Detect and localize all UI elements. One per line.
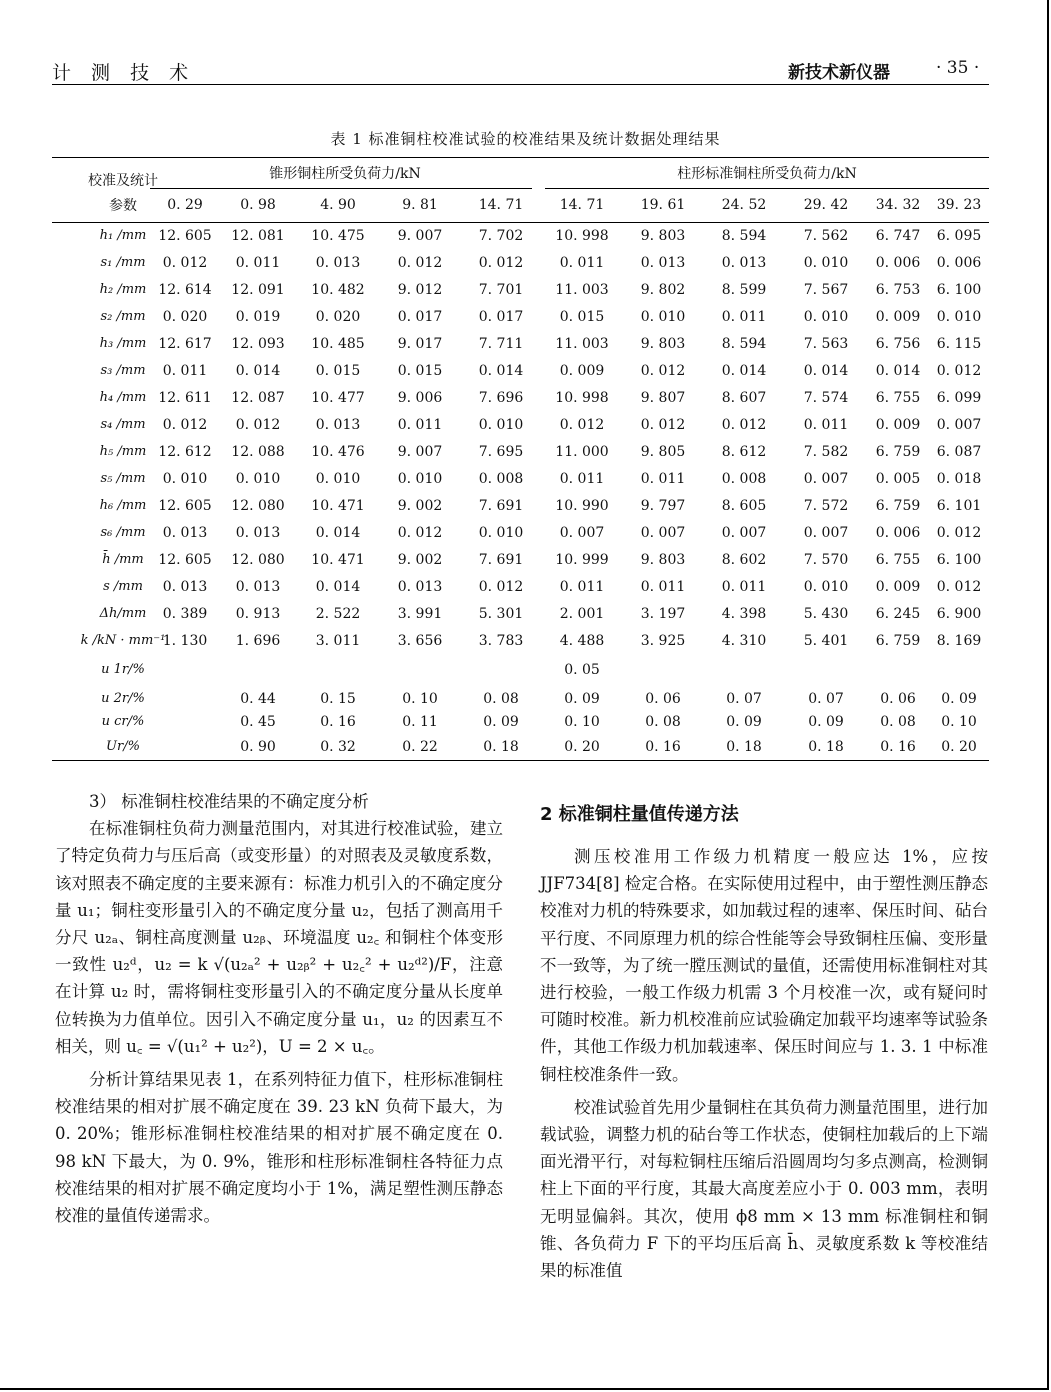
table-cell: 0. 010 <box>162 471 208 487</box>
table-cell: 0. 013 <box>235 525 281 541</box>
corner-label: 校准及统计 <box>88 173 158 189</box>
table-cell: 11. 003 <box>555 282 609 298</box>
table-cell: 0. 018 <box>936 471 982 487</box>
table-cell: 3. 783 <box>478 633 524 649</box>
table-cell: 0. 019 <box>235 309 281 325</box>
row-label: Δh/mm <box>99 606 147 621</box>
table-cell: 0. 09 <box>564 691 600 707</box>
column-header: 24. 52 <box>721 197 767 213</box>
table-cell: 0. 09 <box>726 714 762 730</box>
table-cell: 7. 695 <box>478 444 524 460</box>
table-cell: 0. 05 <box>564 662 600 678</box>
table-cell: 0. 011 <box>640 579 686 595</box>
table-cell: 0. 010 <box>235 471 281 487</box>
column-header: 19. 61 <box>640 197 686 213</box>
table-cell: 6. 245 <box>875 606 921 622</box>
table-cell: 0. 011 <box>559 579 605 595</box>
table-cell: 0. 20 <box>564 739 600 755</box>
table-cell: 0. 014 <box>235 363 281 379</box>
table-cell: 9. 805 <box>640 444 686 460</box>
table-cell: 6. 900 <box>936 606 982 622</box>
table-cell: 0. 18 <box>726 739 762 755</box>
table-cell: 0. 012 <box>478 579 524 595</box>
table-cell: 0. 32 <box>320 739 356 755</box>
group-header-cone: 锥形铜柱所受负荷力/kN <box>269 166 421 182</box>
table-cell: 0. 008 <box>478 471 524 487</box>
row-label: s₂ /mm <box>100 309 146 324</box>
column-header: 4. 90 <box>320 197 356 213</box>
table-cell: 0. 011 <box>803 417 849 433</box>
table-cell: 12. 612 <box>158 444 212 460</box>
table-cell: 0. 006 <box>875 255 921 271</box>
table-cell: 0. 013 <box>397 579 443 595</box>
table-cell: 6. 115 <box>936 336 982 352</box>
table-cell: 6. 759 <box>875 633 921 649</box>
table-cell: 11. 003 <box>555 336 609 352</box>
table-cell: 0. 007 <box>803 471 849 487</box>
table-cell: 6. 087 <box>936 444 982 460</box>
table-cell: 0. 08 <box>645 714 681 730</box>
table-bottom-rule <box>52 760 989 761</box>
table-cell: 10. 999 <box>555 552 609 568</box>
table-cell: 0. 013 <box>640 255 686 271</box>
table-cell: 9. 007 <box>397 444 443 460</box>
table-cell: 0. 16 <box>645 739 681 755</box>
table-cell: 0. 012 <box>235 417 281 433</box>
row-label: u cr/% <box>101 714 145 729</box>
table-cell: 7. 691 <box>478 498 524 514</box>
table-cell: 0. 07 <box>726 691 762 707</box>
paragraph: 校准试验首先用少量铜柱在其负荷力测量范围里，进行加载试验，调整力机的砧台等工作状态，使铜柱加载后的上下端面光滑平行，对每粒铜柱压缩后沿圆周均匀多点测高，检测铜柱上下面的平行度，其最大高度差应小于 0. 003 mm，表明无明显偏斜。其次，使用 ϕ8 mm × 13 mm 标准铜柱和铜锥、各负荷力 F 下的平均压后高 h̄、灵敏度系数 k 等校准结果的标准值 <box>540 1097 988 1281</box>
table-cell: 0. 012 <box>936 525 982 541</box>
row-label: h₄ /mm <box>99 390 147 405</box>
table-cell: 0. 22 <box>402 739 438 755</box>
row-label: s₆ /mm <box>100 525 146 540</box>
table-cell: 0. 06 <box>645 691 681 707</box>
table-cell: 7. 701 <box>478 282 524 298</box>
table-cell: 11. 000 <box>555 444 609 460</box>
table-cell: 2. 001 <box>559 606 605 622</box>
table-cell: 4. 398 <box>721 606 767 622</box>
table-cell: 0. 009 <box>875 579 921 595</box>
table-cell: 5. 301 <box>478 606 524 622</box>
table-cell: 0. 012 <box>559 417 605 433</box>
table-cell: 6. 755 <box>875 552 921 568</box>
table-cell: 3. 925 <box>640 633 686 649</box>
column-header: 14. 71 <box>478 197 524 213</box>
table-cell: 0. 015 <box>315 363 361 379</box>
column-header: 14. 71 <box>559 197 605 213</box>
table-cell: 0. 014 <box>315 579 361 595</box>
table-cell: 10. 990 <box>555 498 609 514</box>
table-cell: 0. 012 <box>721 417 767 433</box>
table-cell: 10. 998 <box>555 228 609 244</box>
table-cell: 0. 18 <box>808 739 844 755</box>
corner-label: 参数 <box>109 198 137 214</box>
table-cell: 0. 010 <box>478 525 524 541</box>
table-cell: 10. 998 <box>555 390 609 406</box>
table-cell: 7. 570 <box>803 552 849 568</box>
table-cell: 7. 711 <box>478 336 524 352</box>
table-cell: 0. 011 <box>235 255 281 271</box>
table-cell: 0. 010 <box>478 417 524 433</box>
table-cell: 3. 197 <box>640 606 686 622</box>
row-label: s /mm <box>103 579 143 594</box>
table-cell: 8. 594 <box>721 336 767 352</box>
table-cell: 10. 477 <box>311 390 365 406</box>
table-cell: 0. 012 <box>478 255 524 271</box>
table-cell: 5. 430 <box>803 606 849 622</box>
table-cell: 6. 101 <box>936 498 982 514</box>
table-cell: 0. 20 <box>941 739 977 755</box>
table-cell: 10. 475 <box>311 228 365 244</box>
table-cell: 10. 471 <box>311 552 365 568</box>
table-cell: 0. 10 <box>941 714 977 730</box>
journal-name: 计 测 技 术 <box>52 62 196 84</box>
row-label: h̄ /mm <box>102 552 144 567</box>
table-cell: 3. 011 <box>315 633 361 649</box>
row-label: Ur/% <box>106 739 140 754</box>
column-header: 29. 42 <box>803 197 849 213</box>
table-cell: 0. 010 <box>803 255 849 271</box>
table-cell: 0. 011 <box>640 471 686 487</box>
table-cell: 7. 691 <box>478 552 524 568</box>
table-cell: 8. 607 <box>721 390 767 406</box>
table-cell: 0. 90 <box>240 739 276 755</box>
right-column <box>540 843 988 1284</box>
table-cell: 8. 602 <box>721 552 767 568</box>
table-cell: 0. 09 <box>808 714 844 730</box>
section-name: 新技术新仪器 <box>788 63 890 83</box>
table-cell: 0. 012 <box>162 417 208 433</box>
table-cell: 12. 087 <box>231 390 285 406</box>
table-cell: 12. 093 <box>231 336 285 352</box>
table-cell: 0. 008 <box>721 471 767 487</box>
table-cell: 0. 45 <box>240 714 276 730</box>
table-cell: 0. 09 <box>941 691 977 707</box>
row-label: u 1r/% <box>101 662 145 677</box>
table-cell: 0. 007 <box>640 525 686 541</box>
column-header: 0. 29 <box>167 197 203 213</box>
table-cell: 9. 006 <box>397 390 443 406</box>
table-cell: 12. 080 <box>231 498 285 514</box>
row-label: u 2r/% <box>101 691 145 706</box>
header-rule <box>52 84 989 85</box>
table-cell: 0. 010 <box>936 309 982 325</box>
row-label: h₁ /mm <box>99 228 147 243</box>
table-cell: 6. 100 <box>936 552 982 568</box>
table-cell: 0. 16 <box>880 739 916 755</box>
table-cell: 0. 011 <box>721 579 767 595</box>
table-cell: 0. 44 <box>240 691 276 707</box>
table-cell: 0. 012 <box>936 579 982 595</box>
table-cell: 4. 310 <box>721 633 767 649</box>
table-cell: 0. 006 <box>936 255 982 271</box>
table-cell: 3. 991 <box>397 606 443 622</box>
table-cell: 0. 913 <box>235 606 281 622</box>
table-cell: 0. 010 <box>803 579 849 595</box>
table-cell: 12. 605 <box>158 552 212 568</box>
table-cell: 6. 095 <box>936 228 982 244</box>
table-cell: 0. 009 <box>559 363 605 379</box>
table-cell: 0. 012 <box>397 255 443 271</box>
table-cell: 7. 574 <box>803 390 849 406</box>
section-heading: 2 标准铜柱量值传递方法 <box>540 804 739 825</box>
row-label: h₃ /mm <box>99 336 147 351</box>
table-cell: 0. 011 <box>559 471 605 487</box>
table-cell: 12. 605 <box>158 498 212 514</box>
table-cell: 12. 611 <box>158 390 212 406</box>
header-bottom-rule <box>52 222 989 223</box>
table-cell: 4. 488 <box>559 633 605 649</box>
row-label: s₅ /mm <box>100 471 146 486</box>
row-label: h₅ /mm <box>99 444 147 459</box>
table-cell: 0. 011 <box>397 417 443 433</box>
group-rule-cylinder <box>545 188 989 189</box>
table-cell: 6. 100 <box>936 282 982 298</box>
table-cell: 0. 012 <box>397 525 443 541</box>
column-header: 39. 23 <box>936 197 982 213</box>
table-cell: 12. 614 <box>158 282 212 298</box>
table-cell: 9. 797 <box>640 498 686 514</box>
table-cell: 0. 014 <box>315 525 361 541</box>
table-cell: 2. 522 <box>315 606 361 622</box>
table-cell: 0. 017 <box>397 309 443 325</box>
table-cell: 0. 010 <box>640 309 686 325</box>
table-cell: 0. 013 <box>721 255 767 271</box>
table-cell: 9. 803 <box>640 336 686 352</box>
group-header-cylinder: 柱形标准铜柱所受负荷力/kN <box>677 166 857 182</box>
table-cell: 0. 013 <box>315 417 361 433</box>
table-cell: 0. 15 <box>320 691 356 707</box>
table-cell: 0. 012 <box>162 255 208 271</box>
table-cell: 7. 562 <box>803 228 849 244</box>
table-cell: 9. 007 <box>397 228 443 244</box>
table-cell: 0. 011 <box>721 309 767 325</box>
row-label: k /kN · mm⁻¹ <box>80 633 166 648</box>
subsection-heading: 3） 标准铜柱校准结果的不确定度分析 <box>89 792 369 811</box>
table-cell: 0. 020 <box>162 309 208 325</box>
table-cell: 0. 007 <box>803 525 849 541</box>
table-cell: 9. 807 <box>640 390 686 406</box>
table-cell: 12. 081 <box>231 228 285 244</box>
table-cell: 10. 482 <box>311 282 365 298</box>
table-cell: 6. 747 <box>875 228 921 244</box>
paragraph: 在标准铜柱负荷力测量范围内，对其进行校准试验，建立了特定负荷力与压后高（或变形量）的对照表及灵敏度系数，该对照表不确定度的主要来源有：标准力机引入的不确定度分量 u₁；铜柱变形量引入的不确定度分量 u₂，包括了测高用千分尺 u₂ₐ、铜柱高度测量 u₂ᵦ、环境温度 u₂꜀ 和铜柱个体变形一致性 u₂ᵈ，u₂ = k √(u₂ₐ² + u₂ᵦ² + u₂꜀² + u₂ᵈ²)/F，注意在计算 u₂ 时，需将铜柱变形量引入的不确定度分量从长度单位转换为力值单位。因引入不确定度分量 u₁，u₂ 的因素互不相关，则 u꜀ = √(u₁² + u₂²)，U = 2 × u꜀。 <box>55 819 503 1056</box>
table-cell: 0. 18 <box>483 739 519 755</box>
group-rule-cone <box>150 188 532 189</box>
table-cell: 9. 012 <box>397 282 443 298</box>
row-label: s₁ /mm <box>100 255 146 270</box>
table-cell: 0. 10 <box>564 714 600 730</box>
table-cell: 0. 020 <box>315 309 361 325</box>
page-number: · 35 · <box>936 58 980 78</box>
table-cell: 9. 803 <box>640 552 686 568</box>
table-cell: 0. 009 <box>875 309 921 325</box>
table-cell: 0. 11 <box>402 714 438 730</box>
table-cell: 0. 013 <box>315 255 361 271</box>
table-cell: 9. 802 <box>640 282 686 298</box>
table-cell: 0. 013 <box>162 579 208 595</box>
table-cell: 0. 09 <box>483 714 519 730</box>
paragraph: 分析计算结果见表 1，在系列特征力值下，柱形标准铜柱校准结果的相对扩展不确定度在 39. 23 kN 负荷下最大，为 0. 20%；锥形标准铜柱校准结果的相对扩展不确定度在 0. 98 kN 下最大，为 0. 9%，锥形和柱形标准铜柱各特征力点校准结果的相对扩展不确定度均小于 1%，满足塑性测压静态校准的量值传递需求。 <box>55 1070 503 1226</box>
table-cell: 9. 002 <box>397 552 443 568</box>
table-cell: 12. 605 <box>158 228 212 244</box>
table-cell: 0. 006 <box>875 525 921 541</box>
table-cell: 0. 014 <box>803 363 849 379</box>
table-cell: 7. 563 <box>803 336 849 352</box>
column-header: 34. 32 <box>875 197 921 213</box>
table-top-rule <box>52 157 989 158</box>
table-cell: 1. 130 <box>162 633 208 649</box>
table-cell: 12. 091 <box>231 282 285 298</box>
table-cell: 0. 012 <box>640 363 686 379</box>
table-cell: 0. 015 <box>397 363 443 379</box>
table-cell: 0. 06 <box>880 691 916 707</box>
table-cell: 9. 002 <box>397 498 443 514</box>
table-cell: 0. 007 <box>936 417 982 433</box>
table-cell: 5. 401 <box>803 633 849 649</box>
table-cell: 0. 010 <box>315 471 361 487</box>
table-cell: 0. 012 <box>936 363 982 379</box>
column-header: 0. 98 <box>240 197 276 213</box>
column-header: 9. 81 <box>402 197 438 213</box>
table-cell: 0. 014 <box>875 363 921 379</box>
table-cell: 12. 080 <box>231 552 285 568</box>
table-cell: 6. 756 <box>875 336 921 352</box>
table-cell: 0. 014 <box>478 363 524 379</box>
table-cell: 7. 582 <box>803 444 849 460</box>
table-cell: 8. 605 <box>721 498 767 514</box>
table-cell: 12. 617 <box>158 336 212 352</box>
row-label: h₂ /mm <box>99 282 147 297</box>
table-cell: 0. 017 <box>478 309 524 325</box>
table-cell: 0. 012 <box>640 417 686 433</box>
table-cell: 0. 011 <box>162 363 208 379</box>
table-cell: 0. 013 <box>162 525 208 541</box>
table-cell: 0. 007 <box>559 525 605 541</box>
table-cell: 8. 594 <box>721 228 767 244</box>
paragraph: 测压校准用工作级力机精度一般应达 1%，应按 JJF734[8] 检定合格。在实际使用过程中，由于塑性测压静态校准对力机的特殊要求，如加载过程的速率、保压时间、砧台平行度、不同原理力机的综合性能等会导致铜柱压偏、变形量不一致等，为了统一膛压测试的量值，还需使用标准铜柱对其进行校验，一般工作级力机需 3 个月校准一次，或有疑问时可随时校准。新力机校准前应试验确定加载平均速率等试验条件，其他工作级力机加载速率、保压时间应与 1. 3. 1 中标准铜柱校准条件一致。 <box>540 847 988 1084</box>
table-cell: 0. 005 <box>875 471 921 487</box>
table-cell: 6. 099 <box>936 390 982 406</box>
table-cell: 6. 755 <box>875 390 921 406</box>
table-cell: 0. 011 <box>559 255 605 271</box>
table-cell: 9. 803 <box>640 228 686 244</box>
table-cell: 10. 485 <box>311 336 365 352</box>
table-cell: 7. 572 <box>803 498 849 514</box>
table-cell: 0. 07 <box>808 691 844 707</box>
table-cell: 8. 612 <box>721 444 767 460</box>
table-cell: 0. 08 <box>880 714 916 730</box>
table-cell: 0. 010 <box>803 309 849 325</box>
table-cell: 8. 599 <box>721 282 767 298</box>
table-caption: 表 1 标准铜柱校准试验的校准结果及统计数据处理结果 <box>330 130 721 148</box>
row-label: h₆ /mm <box>99 498 147 513</box>
row-label: s₃ /mm <box>100 363 146 378</box>
table-cell: 7. 696 <box>478 390 524 406</box>
row-label: s₄ /mm <box>100 417 146 432</box>
table-cell: 0. 013 <box>235 579 281 595</box>
left-column <box>55 788 503 1229</box>
table-cell: 6. 759 <box>875 444 921 460</box>
table-cell: 10. 476 <box>311 444 365 460</box>
table-cell: 10. 471 <box>311 498 365 514</box>
table-cell: 12. 088 <box>231 444 285 460</box>
table-cell: 7. 702 <box>478 228 524 244</box>
table-cell: 9. 017 <box>397 336 443 352</box>
table-cell: 6. 759 <box>875 498 921 514</box>
table-cell: 0. 389 <box>162 606 208 622</box>
table-cell: 0. 014 <box>721 363 767 379</box>
table-cell: 0. 015 <box>559 309 605 325</box>
table-cell: 1. 696 <box>235 633 281 649</box>
table-cell: 8. 169 <box>936 633 982 649</box>
table-cell: 7. 567 <box>803 282 849 298</box>
table-cell: 3. 656 <box>397 633 443 649</box>
table-cell: 0. 16 <box>320 714 356 730</box>
table-cell: 0. 08 <box>483 691 519 707</box>
table-cell: 0. 007 <box>721 525 767 541</box>
table-cell: 0. 009 <box>875 417 921 433</box>
table-cell: 0. 010 <box>397 471 443 487</box>
table-cell: 0. 10 <box>402 691 438 707</box>
table-cell: 6. 753 <box>875 282 921 298</box>
